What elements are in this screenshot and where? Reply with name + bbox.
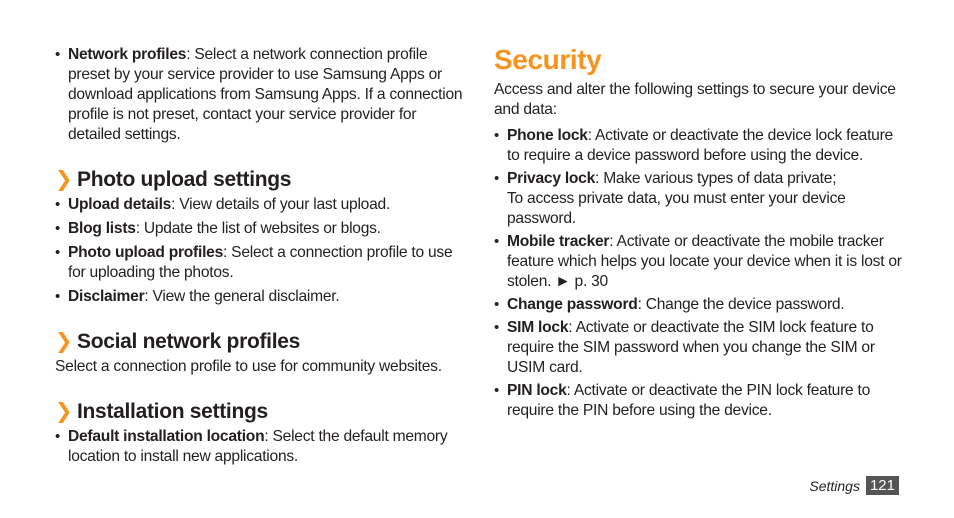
chevron-right-icon: ❯ — [55, 330, 73, 353]
heading-label: Installation settings — [77, 400, 268, 423]
photo-upload-list — [55, 195, 465, 307]
list-item: • Change password: Change the device password. — [494, 295, 904, 315]
social-network-heading — [55, 329, 465, 355]
chevron-right-icon: ❯ — [55, 400, 73, 423]
list-item: • Phone lock: Activate or deactivate the device lock feature to require a device password before using the device. — [494, 126, 904, 166]
security-list — [494, 126, 904, 421]
list-item: • Upload details: View details of your last upload. — [55, 195, 465, 215]
item-text: : Select a network connection profile preset by your service provider to use Samsung Apps or download applications from Samsung Apps. If a connection profile is not preset, contact your service provider for detailed settings. — [68, 46, 463, 143]
chevron-right-icon: ❯ — [55, 168, 73, 191]
security-title: Security — [494, 44, 602, 75]
page-footer — [809, 476, 899, 495]
footer-section-label: Settings — [809, 477, 860, 494]
list-item: • PIN lock: Activate or deactivate the PIN lock feature to require the PIN before using the device. — [494, 381, 904, 421]
list-item: • Blog lists: Update the list of websites or blogs. — [55, 219, 465, 239]
left-column — [55, 0, 465, 467]
photo-upload-heading — [55, 167, 465, 193]
list-item: • Mobile tracker: Activate or deactivate the mobile tracker feature which helps you locate your device when it is lost or stolen. ► p. 30 — [494, 232, 904, 292]
list-item: • Default installation location: Select the default memory location to install new applications. — [55, 427, 465, 467]
list-item: • Privacy lock: Make various types of data private; To access private data, you must enter your device password. — [494, 169, 904, 229]
heading-label: Social network profiles — [77, 330, 300, 353]
right-column — [494, 0, 904, 421]
installation-list — [55, 427, 465, 467]
installation-heading — [55, 399, 465, 425]
list-item — [55, 45, 465, 145]
list-item: • Disclaimer: View the general disclaimer. — [55, 287, 465, 307]
list-item: • SIM lock: Activate or deactivate the SIM lock feature to require the SIM password when you change the SIM or USIM card. — [494, 318, 904, 378]
heading-label: Photo upload settings — [77, 168, 292, 191]
security-intro: Access and alter the following settings to secure your device and data: — [494, 81, 896, 118]
social-network-text: Select a connection profile to use for community websites. — [55, 358, 442, 375]
item-term: Network profiles — [68, 46, 187, 63]
list-item: • Photo upload profiles: Select a connection profile to use for uploading the photos. — [55, 243, 465, 283]
page-number: 121 — [866, 476, 899, 495]
network-profiles-list — [55, 45, 465, 145]
